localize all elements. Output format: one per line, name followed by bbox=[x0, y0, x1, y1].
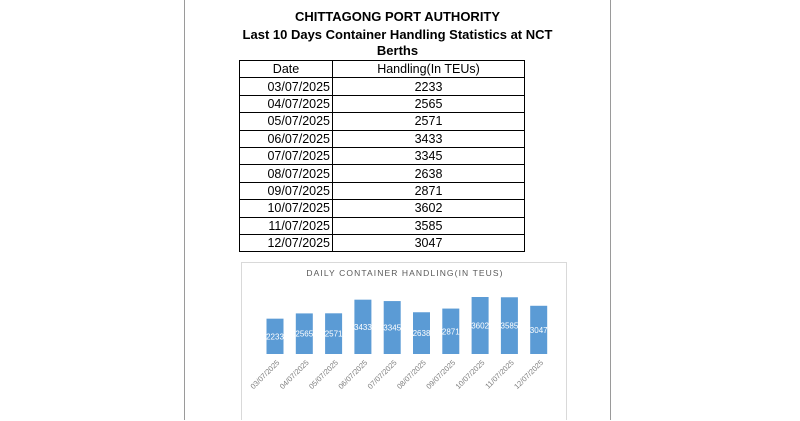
x-axis-tick-label: 06/07/2025 bbox=[336, 358, 370, 391]
table-header-row bbox=[240, 61, 525, 78]
bar-data-label: 2233 bbox=[266, 332, 284, 342]
date-cell: 08/07/2025 bbox=[240, 165, 333, 182]
bar-data-label: 3602 bbox=[471, 321, 489, 331]
date-cell: 06/07/2025 bbox=[240, 130, 333, 147]
table-row bbox=[240, 113, 525, 130]
date-cell: 11/07/2025 bbox=[240, 217, 333, 234]
handling-column-header: Handling(In TEUs) bbox=[333, 61, 525, 78]
table-row bbox=[240, 78, 525, 95]
teu-cell: 2565 bbox=[333, 95, 525, 112]
date-cell: 04/07/2025 bbox=[240, 95, 333, 112]
bar-data-label: 3345 bbox=[383, 323, 402, 333]
bar-data-label: 2638 bbox=[412, 329, 431, 339]
report-title-line-1: Last 10 Days Container Handling Statistics at NCT bbox=[242, 27, 553, 42]
teu-cell: 2233 bbox=[333, 78, 525, 95]
date-cell: 09/07/2025 bbox=[240, 182, 333, 199]
date-column-header: Date bbox=[240, 61, 333, 78]
x-axis-tick-label: 10/07/2025 bbox=[453, 358, 487, 391]
teu-cell: 2571 bbox=[333, 113, 525, 130]
date-cell: 03/07/2025 bbox=[240, 78, 333, 95]
teu-cell: 3047 bbox=[333, 234, 525, 251]
x-axis-tick-label: 04/07/2025 bbox=[277, 358, 311, 391]
teu-cell: 3345 bbox=[333, 147, 525, 164]
page-edge-left bbox=[184, 0, 185, 420]
bar-data-label: 3433 bbox=[354, 322, 372, 332]
x-axis-tick-label: 12/07/2025 bbox=[512, 358, 546, 391]
chart-title: DAILY CONTAINER HANDLING(IN TEUS) bbox=[306, 268, 504, 278]
bar-data-label: 3047 bbox=[529, 325, 548, 335]
table-row bbox=[240, 182, 525, 199]
bar-data-label: 2871 bbox=[441, 327, 460, 337]
x-axis-tick-label: 09/07/2025 bbox=[424, 358, 458, 391]
table-row bbox=[240, 147, 525, 164]
teu-cell: 3602 bbox=[333, 200, 525, 217]
teu-cell: 2638 bbox=[333, 165, 525, 182]
date-cell: 05/07/2025 bbox=[240, 113, 333, 130]
bar-data-label: 3585 bbox=[500, 321, 519, 331]
date-cell: 12/07/2025 bbox=[240, 234, 333, 251]
table-row bbox=[240, 95, 525, 112]
table-row bbox=[240, 130, 525, 147]
teu-cell: 3585 bbox=[333, 217, 525, 234]
table-row bbox=[240, 217, 525, 234]
teu-cell: 3433 bbox=[333, 130, 525, 147]
table-row bbox=[240, 165, 525, 182]
x-axis-tick-label: 07/07/2025 bbox=[365, 358, 399, 391]
handling-statistics-table bbox=[239, 60, 525, 252]
x-axis-tick-label: 08/07/2025 bbox=[395, 358, 428, 391]
x-axis-tick-label: 05/07/2025 bbox=[307, 358, 341, 391]
bar-chart-canvas bbox=[242, 263, 568, 421]
container-handling-chart bbox=[241, 262, 567, 420]
date-cell: 10/07/2025 bbox=[240, 200, 333, 217]
bar-data-label: 2565 bbox=[295, 329, 314, 339]
x-axis-tick-label: 03/07/2025 bbox=[248, 358, 282, 391]
table-row bbox=[240, 234, 525, 251]
bar-data-label: 2571 bbox=[324, 329, 343, 339]
table-row bbox=[240, 200, 525, 217]
page-edge-right bbox=[610, 0, 611, 420]
x-axis-tick-label: 11/07/2025 bbox=[483, 358, 516, 391]
teu-cell: 2871 bbox=[333, 182, 525, 199]
authority-heading: CHITTAGONG PORT AUTHORITY bbox=[294, 9, 501, 24]
report-title-line-2: Berths bbox=[376, 43, 419, 58]
date-cell: 07/07/2025 bbox=[240, 147, 333, 164]
